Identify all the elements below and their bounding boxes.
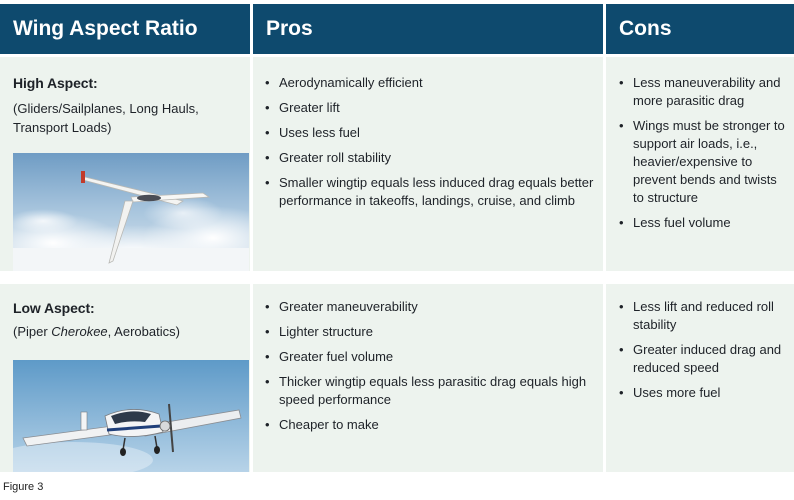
low-aspect-title: Low Aspect: (13, 300, 95, 316)
high-aspect-cons-list (618, 74, 786, 239)
bullet-icon: • (265, 100, 270, 115)
low-aspect-subtitle: (Piper Cherokee, Aerobatics) (13, 324, 180, 339)
bullet-icon: • (619, 215, 624, 230)
bullet-icon: • (619, 342, 624, 357)
bullet-icon: • (265, 150, 270, 165)
list-item: • Cheaper to make (265, 417, 379, 432)
glider-photo (13, 153, 249, 271)
list-item: • Greater roll stability (265, 150, 391, 165)
bullet-icon: • (265, 417, 270, 432)
list-item: • Smaller wingtip equals less induced drag equals better performance in takeoffs, landings, cruise, and climb (265, 175, 594, 208)
list-item: • Thicker wingtip equals less parasitic drag equals high speed performance (265, 374, 587, 407)
high-aspect-cell (0, 57, 250, 271)
list-item: • Greater fuel volume (265, 349, 394, 364)
list-item: • Uses less fuel (265, 125, 360, 140)
glider-image (13, 153, 249, 271)
list-item: • Aerodynamically efficient (265, 75, 423, 90)
list-item: • Greater induced drag and reduced speed (619, 342, 782, 375)
header-pros: Pros (253, 4, 603, 54)
bullet-icon: • (619, 299, 624, 314)
list-item: • Less fuel volume (619, 215, 731, 230)
list-item: • Less lift and reduced roll stability (619, 299, 774, 332)
low-aspect-cell (0, 284, 250, 472)
list-item: • Uses more fuel (619, 385, 721, 400)
piper-image (13, 360, 249, 472)
list-item: • Wings must be stronger to support air loads, i.e., heavier/expensive to prevent bends and twists to structure (619, 118, 785, 205)
list-item: • Greater lift (265, 100, 340, 115)
low-aspect-pros-list (264, 298, 594, 441)
bullet-icon: • (265, 349, 270, 364)
low-aspect-cons-cell (606, 284, 794, 472)
bullet-icon: • (265, 324, 270, 339)
high-aspect-cons-cell (606, 57, 794, 271)
list-item: • Less maneuverability and more parasitic drag (619, 75, 781, 108)
bullet-icon: • (265, 125, 270, 140)
piper-photo (13, 360, 249, 472)
bullet-icon: • (265, 175, 270, 190)
high-aspect-title: High Aspect: (13, 75, 98, 91)
list-item: • Lighter structure (265, 324, 373, 339)
list-item: • Greater maneuverability (265, 299, 418, 314)
high-aspect-pros-cell (253, 57, 603, 271)
low-aspect-pros-cell (253, 284, 603, 472)
bullet-icon: • (265, 374, 270, 389)
figure-caption: Figure 3 (3, 481, 44, 493)
header-cons: Cons (606, 4, 794, 54)
bullet-icon: • (619, 118, 624, 133)
high-aspect-subtitle: (Gliders/Sailplanes, Long Hauls, Transport Loads) (13, 101, 199, 135)
bullet-icon: • (619, 75, 624, 90)
bullet-icon: • (265, 299, 270, 314)
bullet-icon: • (619, 385, 624, 400)
bullet-icon: • (265, 75, 270, 90)
header-wing-aspect-ratio: Wing Aspect Ratio (0, 4, 250, 54)
low-aspect-cons-list (618, 298, 786, 409)
high-aspect-pros-list (264, 74, 594, 217)
